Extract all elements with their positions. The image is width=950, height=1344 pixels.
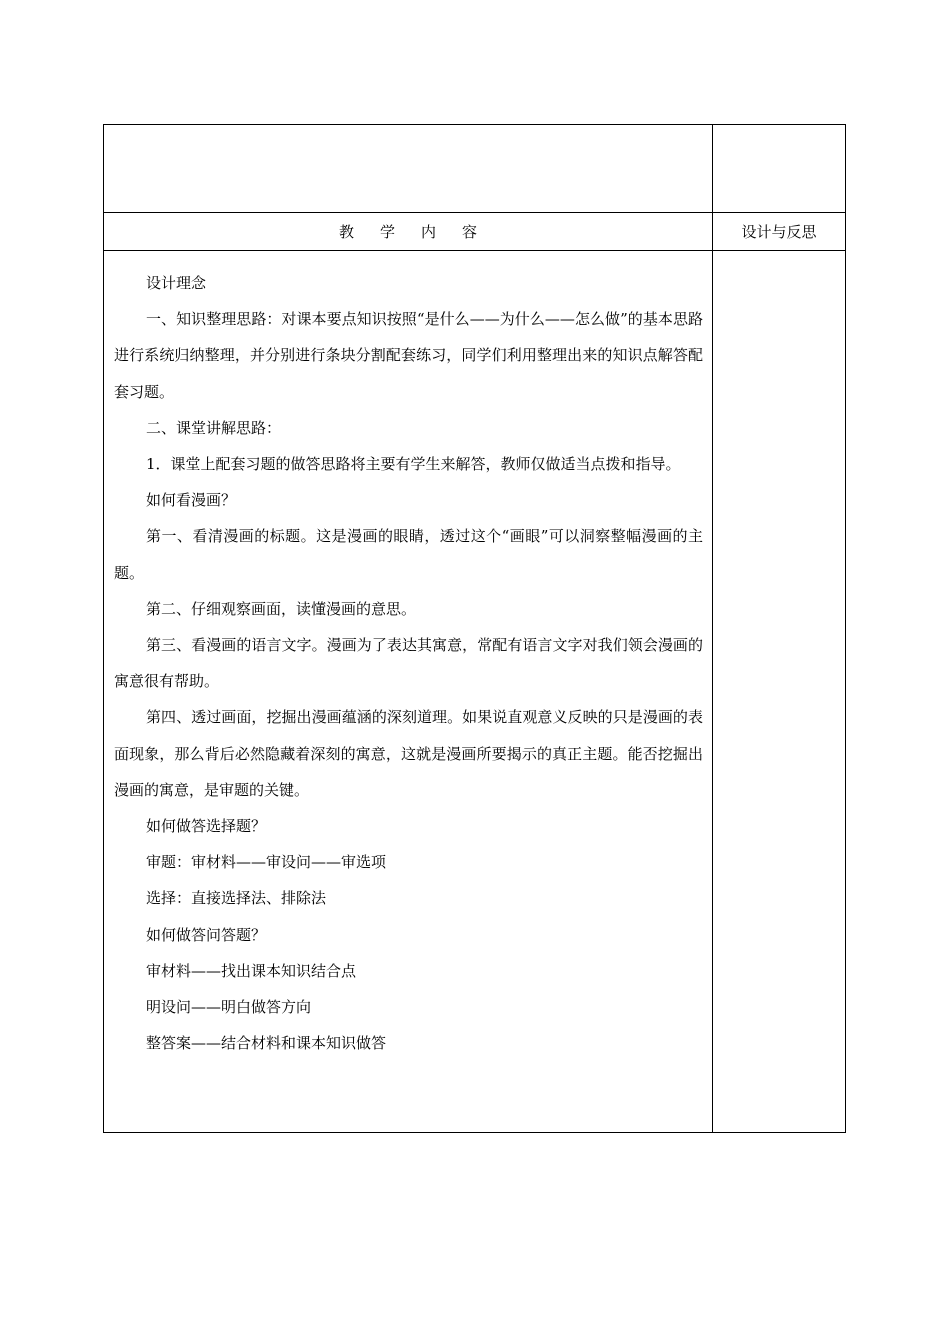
paragraph-multiple-choice-heading: 如何做答选择题？ [146, 817, 267, 836]
paragraph-lecture-approach: 二、课堂讲解思路： [146, 418, 282, 437]
paragraph-step-two: 第二、仔细观察画面，读懂漫画的意思。 [146, 599, 417, 618]
paragraph-design-concept: 设计理念 [146, 274, 207, 292]
table-header-row [104, 213, 846, 251]
paragraph-how-to-read-comics: 如何看漫画？ [146, 491, 237, 510]
paragraph-step-one: 第一、看清漫画的标题。这是漫画的眼睛，透过这个“画眼”可以洞察整幅漫画的主题。 [114, 527, 703, 582]
top-main-cell [104, 125, 713, 213]
paragraph-exercise-approach: 1．课堂上配套习题的做答思路将主要有学生来解答，教师仅做适当点拨和指导。 [146, 455, 681, 474]
paragraph-choice-methods: 选择：直接选择法、排除法 [146, 889, 327, 908]
teaching-content-cell [104, 251, 713, 1133]
lesson-plan-table [103, 124, 846, 1133]
teaching-content-header: 教学内容 [104, 213, 713, 251]
paragraph-review-steps: 审题：审材料——审设问——审选项 [146, 853, 387, 872]
table-content-row [104, 251, 846, 1133]
design-reflection-header: 设计与反思 [713, 213, 846, 251]
design-reflection-cell [713, 251, 846, 1133]
paragraph-step-three: 第三、看漫画的语言文字。漫画为了表达其寓意，常配有语言文字对我们领会漫画的寓意很有帮助。 [114, 636, 703, 691]
table-row-top [104, 125, 846, 213]
paragraph-essay-heading: 如何做答问答题？ [146, 925, 267, 944]
paragraph-step-four: 第四、透过画面，挖掘出漫画蕴涵的深刻道理。如果说直观意义反映的只是漫画的表面现象，那么背后必然隐藏着深刻的寓意，这就是漫画所要揭示的真正主题。能否挖掘出漫画的寓意，是审题的关键。 [114, 708, 703, 799]
paragraph-review-material: 审材料——找出课本知识结合点 [146, 961, 357, 980]
paragraph-compose-answer: 整答案——结合材料和课本知识做答 [146, 1034, 387, 1053]
top-side-cell [713, 125, 846, 213]
paragraph-clarify-question: 明设问——明白做答方向 [146, 998, 312, 1017]
content-body [104, 265, 712, 1061]
paragraph-knowledge-organization: 一、知识整理思路：对课本要点知识按照“是什么——为什么——怎么做”的基本思路进行系统归纳整理，并分别进行条块分割配套练习，同学们利用整理出来的知识点解答配套习题。 [114, 310, 703, 401]
